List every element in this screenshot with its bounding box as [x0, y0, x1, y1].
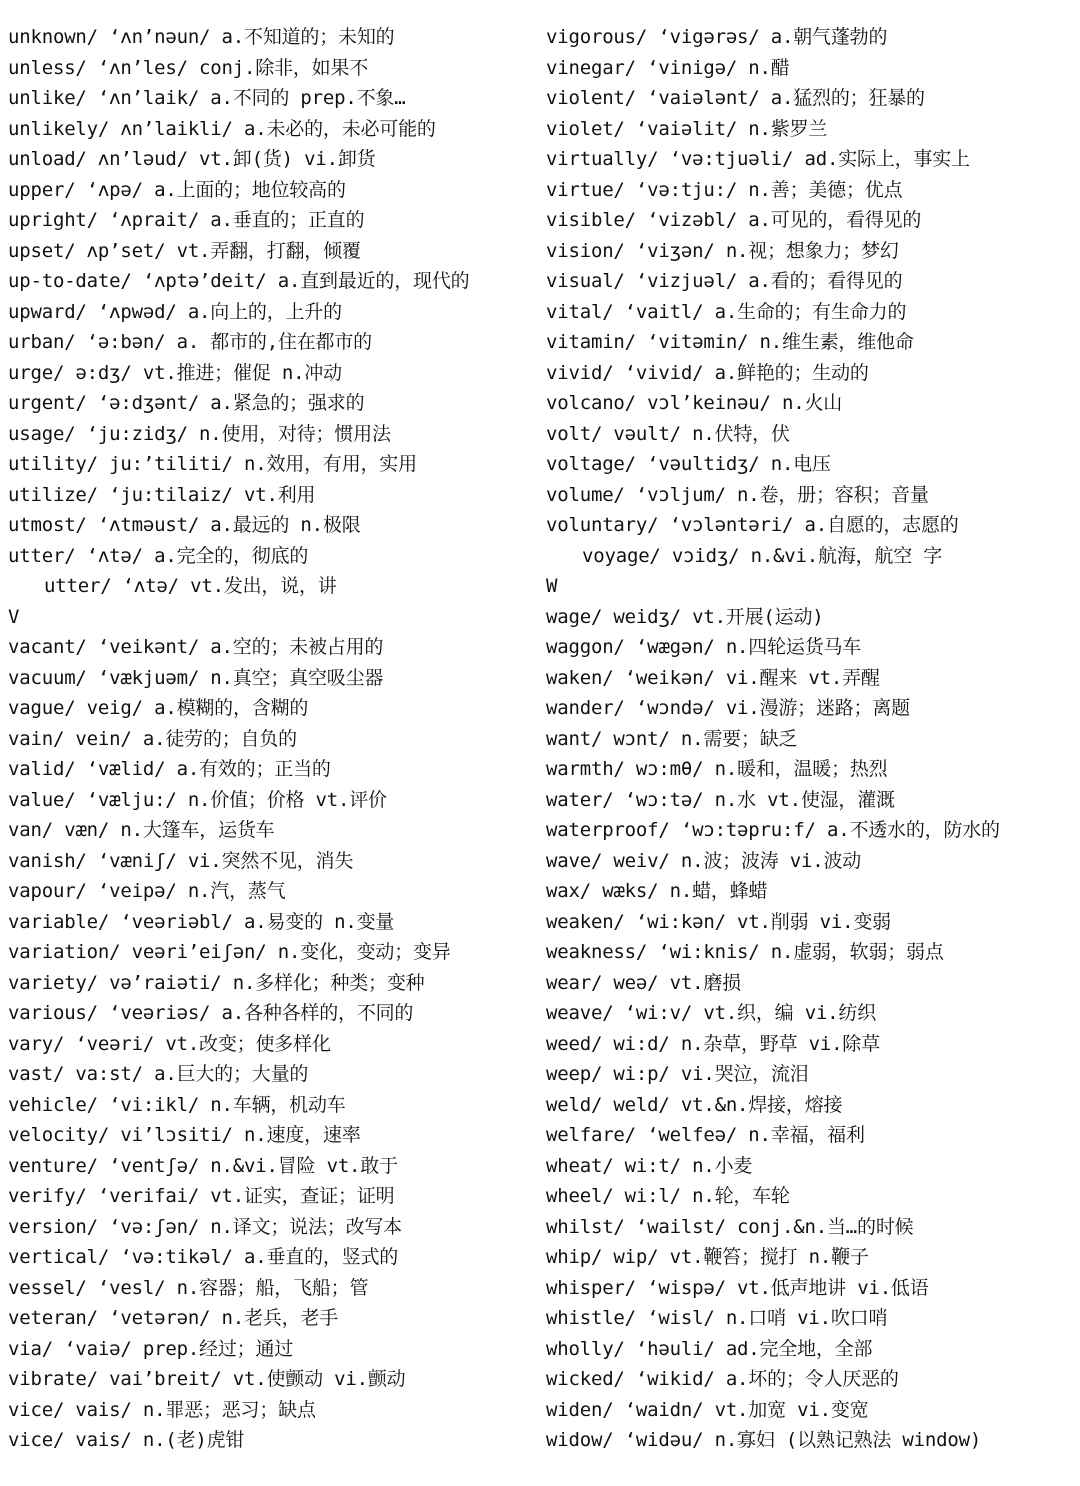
vocabulary-entry: weed/ wi:d/ n.杂草，野草 vi.除草	[546, 1032, 880, 1055]
vocabulary-entry: vapour/ ‘veipə/ n.汽，蒸气	[8, 880, 286, 902]
vocabulary-entry: wheat/ wi:t/ n.小麦	[546, 1154, 753, 1177]
vocabulary-entry: wander/ ‘wɔndə/ vi.漫游；迷路；离题	[546, 697, 910, 719]
vocabulary-entry: weakness/ ‘wi:knis/ n.虚弱，软弱；弱点	[546, 941, 944, 963]
vocabulary-entry: weave/ ‘wi:v/ vt.织，编 vi.纺织	[546, 1002, 877, 1024]
vocabulary-entry: weaken/ ‘wi:kən/ vt.削弱 vi.变弱	[546, 910, 891, 933]
vocabulary-entry: wicked/ ‘wikid/ a.坏的；令人厌恶的	[546, 1368, 899, 1390]
vocabulary-entry: up-to-date/ ‘ʌptə’deit/ a.直到最近的，现代的	[8, 270, 470, 292]
vocabulary-entry: vinegar/ ‘vinigə/ n.醋	[546, 56, 790, 79]
vocabulary-entry: unload/ ʌn’ləud/ vt.卸(货) vi.卸货	[8, 148, 376, 170]
vocabulary-entry: verify/ ‘verifai/ vt.证实，查证；证明	[8, 1185, 395, 1207]
vocabulary-entry: waterproof/ ‘wɔ:təpru:f/ a.不透水的，防水的	[546, 819, 1000, 841]
vocabulary-entry: unknown/ ‘ʌn’nəun/ a.不知道的；未知的	[8, 26, 395, 48]
vocabulary-entry: venture/ ‘ventʃə/ n.&vi.冒险 vt.敢于	[8, 1154, 398, 1177]
vocabulary-entry: value/ ‘vælju:/ n.价值；价格 vt.评价	[8, 788, 387, 811]
vocabulary-entry: whilst/ ‘wailst/ conj.&n.当…的时候	[546, 1215, 914, 1238]
vocabulary-entry: vessel/ ‘vesl/ n.容器；船，飞船；管	[8, 1276, 369, 1299]
vocabulary-entry: visible/ ‘vizəbl/ a.可见的，看得见的	[546, 209, 922, 231]
right-column	[546, 22, 1074, 1456]
vocabulary-entry: vibrate/ vai’breit/ vt.使颤动 vi.颤动	[8, 1368, 406, 1390]
vocabulary-entry: warmth/ wɔ:mθ/ n.暖和，温暖；热烈	[546, 758, 888, 780]
vocabulary-entry: upset/ ʌp’set/ vt.弄翻，打翻，倾覆	[8, 239, 361, 262]
vocabulary-entry: visual/ ‘vizjuəl/ a.看的；看得见的	[546, 270, 903, 292]
vocabulary-entry: virtue/ ‘və:tju:/ n.善；美德；优点	[546, 178, 903, 201]
vocabulary-entry: veteran/ ‘vetərən/ n.老兵，老手	[8, 1307, 339, 1329]
vocabulary-entry: want/ wɔnt/ n.需要；缺乏	[546, 727, 798, 750]
vocabulary-entry: whisper/ ‘wispə/ vt.低声地讲 vi.低语	[546, 1276, 929, 1299]
vocabulary-entry: urgent/ ‘ə:dʒənt/ a.紧急的；强求的	[8, 392, 365, 414]
vocabulary-entry: utility/ ju:’tiliti/ n.效用，有用，实用	[8, 453, 417, 475]
vocabulary-entry: urban/ ‘ə:bən/ a. 都市的,住在都市的	[8, 331, 372, 353]
vocabulary-entry: vision/ ‘viʒən/ n.视；想象力；梦幻	[546, 239, 899, 262]
vocabulary-entry: utter/ ‘ʌtə/ vt.发出，说，讲	[44, 575, 337, 597]
vocabulary-entry: vacant/ ‘veikənt/ a.空的；未被占用的	[8, 636, 384, 658]
vocabulary-entry: vanish/ ‘væniʃ/ vi.突然不见，消失	[8, 849, 354, 872]
vocabulary-entry: vital/ ‘vaitl/ a.生命的；有生命力的	[546, 300, 907, 323]
vocabulary-entry: various/ ‘veəriəs/ a.各种各样的，不同的	[8, 1002, 414, 1024]
vocabulary-entry: weld/ weld/ vt.&n.焊接，熔接	[546, 1093, 843, 1116]
vocabulary-entry: van/ væn/ n.大篷车，运货车	[8, 819, 275, 841]
vocabulary-entry: wear/ weə/ vt.磨损	[546, 971, 741, 994]
vocabulary-entry: vague/ veig/ a.模糊的，含糊的	[8, 697, 309, 719]
vocabulary-entry: variable/ ‘veəriəbl/ a.易变的 n.变量	[8, 910, 395, 933]
vocabulary-entry: via/ ‘vaiə/ prep.经过；通过	[8, 1337, 294, 1360]
vocabulary-entry: wheel/ wi:l/ n.轮，车轮	[546, 1185, 790, 1207]
vocabulary-entry: volt/ vəult/ n.伏特，伏	[546, 422, 790, 445]
vocabulary-entry: urge/ ə:dʒ/ vt.推进；催促 n.冲动	[8, 361, 342, 384]
vocabulary-entry: variation/ veəri’eiʃən/ n.变化，变动；变异	[8, 941, 451, 963]
vocabulary-entry: usage/ ‘ju:zidʒ/ n.使用，对待；惯用法	[8, 422, 391, 445]
vocabulary-entry: weep/ wi:p/ vi.哭泣，流泪	[546, 1063, 809, 1085]
vocabulary-entry: waken/ ‘weikən/ vi.醒来 vt.弄醒	[546, 666, 880, 689]
left-column	[8, 22, 536, 1456]
vocabulary-entry: vast/ va:st/ a.巨大的；大量的	[8, 1063, 309, 1085]
vocabulary-entry: wage/ weidʒ/ vt.开展(运动)	[546, 605, 824, 628]
vocabulary-entry: velocity/ vi’lɔsiti/ n.速度，速率	[8, 1124, 361, 1146]
vocabulary-entry: violent/ ‘vaiələnt/ a.猛烈的；狂暴的	[546, 87, 925, 109]
vocabulary-entry: water/ ‘wɔ:tə/ n.水 vt.使湿，灌溉	[546, 788, 895, 811]
vocabulary-entry: widen/ ‘waidn/ vt.加宽 vi.变宽	[546, 1398, 869, 1421]
section-letter-heading: W	[546, 575, 558, 597]
vocabulary-entry: wholly/ ‘həuli/ ad.完全地，全部	[546, 1337, 873, 1360]
vocabulary-entry: utilize/ ‘ju:tilaiz/ vt.利用	[8, 483, 316, 506]
vocabulary-entry: voluntary/ ‘vɔləntəri/ a.自愿的，志愿的	[546, 514, 959, 536]
vocabulary-entry: vice/ vais/ n.罪恶；恶习；缺点	[8, 1398, 316, 1421]
vocabulary-entry: voyage/ vɔidʒ/ n.&vi.航海，航空 字	[582, 544, 943, 567]
vocabulary-entry: wave/ weiv/ n.波；波涛 vi.波动	[546, 849, 862, 872]
vocabulary-entry: vain/ vein/ a.徒劳的；自负的	[8, 727, 297, 750]
vocabulary-entry: violet/ ‘vaiəlit/ n.紫罗兰	[546, 117, 828, 140]
vocabulary-entry: wax/ wæks/ n.蜡，蜂蜡	[546, 880, 768, 902]
vocabulary-entry: virtually/ ‘və:tjuəli/ ad.实际上，事实上	[546, 148, 970, 170]
vocabulary-entry: vice/ vais/ n.(老)虎钳	[8, 1429, 245, 1451]
vocabulary-entry: widow/ ‘widəu/ n.寡妇 (以熟记熟法 window)	[546, 1429, 982, 1451]
section-letter-heading: V	[8, 605, 20, 628]
vocabulary-entry: vertical/ ‘və:tikəl/ a.垂直的，竖式的	[8, 1246, 399, 1268]
vocabulary-entry: upright/ ‘ʌprait/ a.垂直的；正直的	[8, 209, 365, 231]
vocabulary-entry: upper/ ‘ʌpə/ a.上面的；地位较高的	[8, 178, 346, 201]
vocabulary-entry: vary/ ‘veəri/ vt.改变；使多样化	[8, 1032, 331, 1055]
vocabulary-entry: welfare/ ‘welfeə/ n.幸福，福利	[546, 1124, 865, 1146]
vocabulary-entry: whistle/ ‘wisl/ n.口哨 vi.吹口哨	[546, 1307, 888, 1329]
vocabulary-entry: volume/ ‘vɔljum/ n.卷，册；容积；音量	[546, 483, 929, 506]
vocabulary-entry: utter/ ‘ʌtə/ a.完全的，彻底的	[8, 544, 309, 567]
vocabulary-entry: vivid/ ‘vivid/ a.鲜艳的；生动的	[546, 361, 869, 384]
vocabulary-entry: variety/ və’raiəti/ n.多样化；种类；变种	[8, 971, 425, 994]
vocabulary-entry: upward/ ‘ʌpwəd/ a.向上的，上升的	[8, 300, 342, 323]
vocabulary-entry: unlikely/ ʌn’laikli/ a.未必的，未必可能的	[8, 117, 436, 140]
vocabulary-entry: whip/ wip/ vt.鞭笞；搅打 n.鞭子	[546, 1246, 869, 1268]
vocabulary-entry: voltage/ ‘vəultidʒ/ n.电压	[546, 453, 831, 475]
vocabulary-entry: volcano/ vɔl’keinəu/ n.火山	[546, 392, 843, 414]
vocabulary-entry: version/ ‘və:ʃən/ n.译文；说法；改写本	[8, 1215, 402, 1238]
vocabulary-entry: vehicle/ ‘vi:ikl/ n.车辆，机动车	[8, 1093, 346, 1116]
vocabulary-entry: valid/ ‘vælid/ a.有效的；正当的	[8, 758, 331, 780]
vocabulary-entry: utmost/ ‘ʌtməust/ a.最远的 n.极限	[8, 514, 361, 536]
vocabulary-entry: waggon/ ‘wægən/ n.四轮运货马车	[546, 636, 862, 658]
vocabulary-entry: vacuum/ ‘vækjuəm/ n.真空；真空吸尘器	[8, 666, 384, 689]
vocabulary-entry: vitamin/ ‘vitəmin/ n.维生素，维他命	[546, 331, 914, 353]
vocabulary-entry: unlike/ ‘ʌn’laik/ a.不同的 prep.不象…	[8, 87, 406, 109]
vocabulary-entry: unless/ ‘ʌn’les/ conj.除非，如果不	[8, 56, 369, 79]
vocabulary-entry: vigorous/ ‘vigərəs/ a.朝气蓬勃的	[546, 26, 888, 48]
